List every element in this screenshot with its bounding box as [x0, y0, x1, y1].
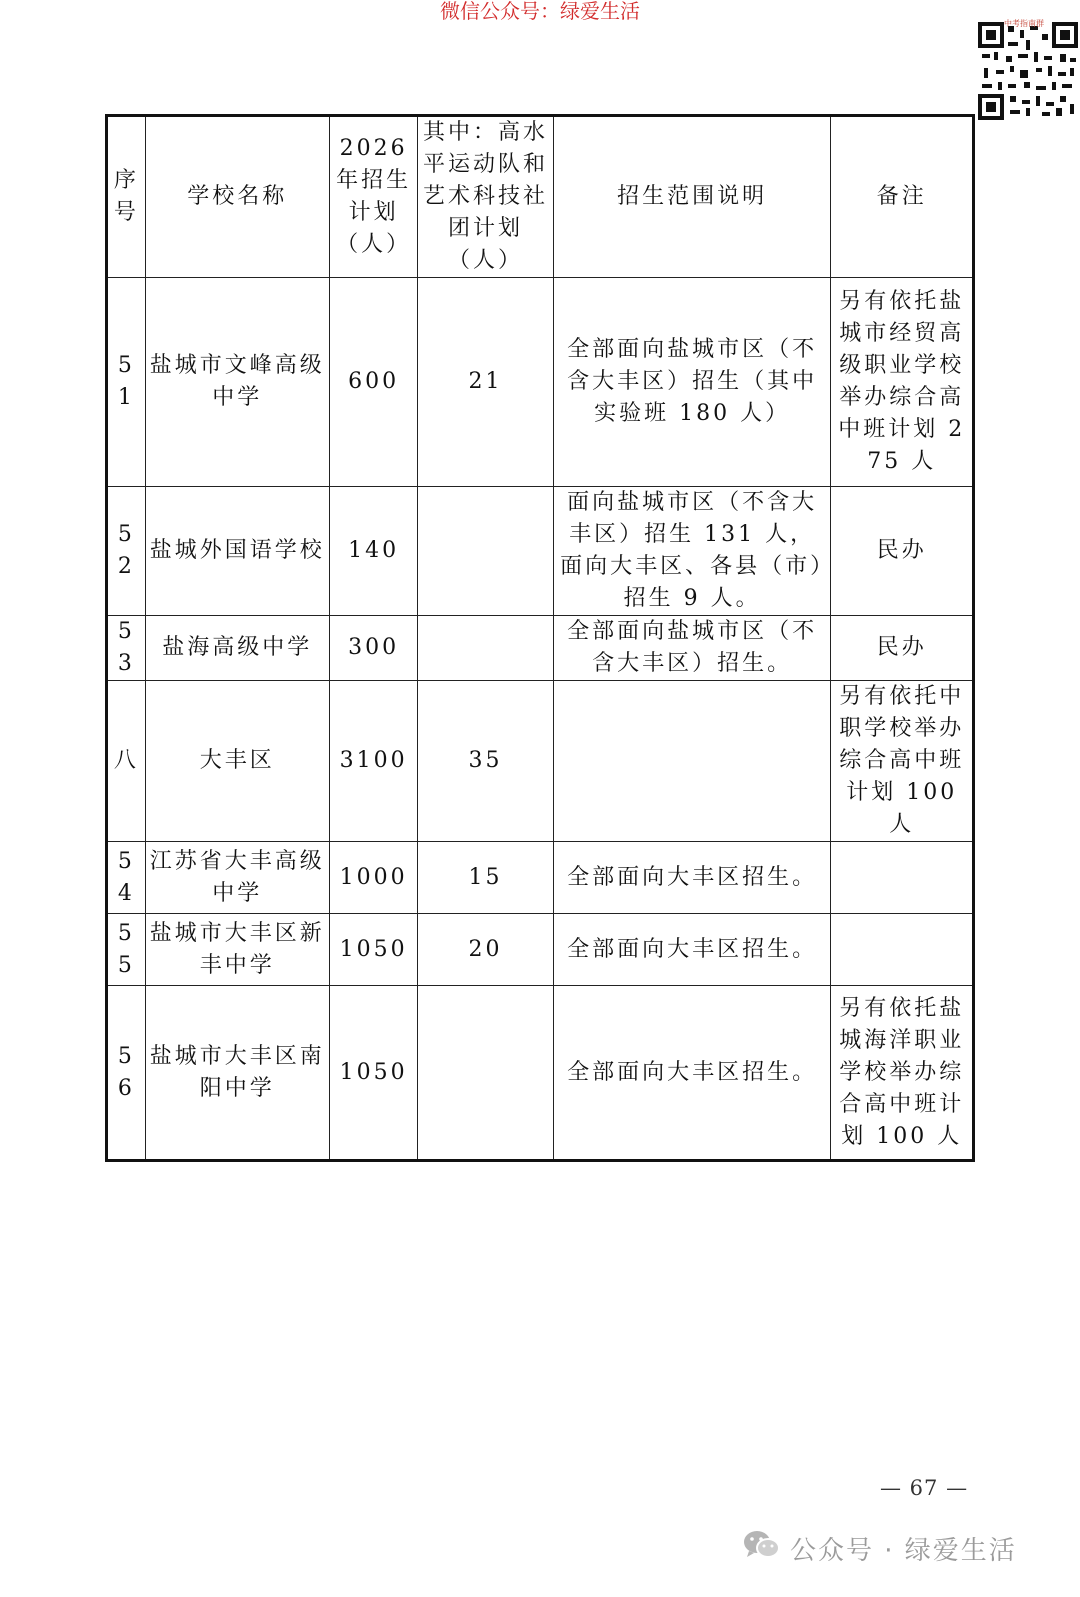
row-scope: 全部面向盐城市区（不含大丰区）招生。 [553, 616, 831, 681]
row-school-name: 盐城市大丰区南阳中学 [145, 986, 329, 1161]
row-school-name: 盐城市文峰高级中学 [145, 278, 329, 487]
row-special-plan [418, 986, 553, 1161]
wechat-icon [742, 1528, 790, 1569]
row-note: 民办 [831, 616, 974, 681]
header-special-plan: 其中：高水平运动队和艺术科技社团计划（人） [418, 116, 553, 278]
row-enrollment-plan: 3100 [329, 681, 418, 842]
row-school-name: 盐城外国语学校 [145, 487, 329, 616]
table-row [107, 616, 974, 681]
row-school-name: 盐海高级中学 [145, 616, 329, 681]
bottom-watermark [742, 1524, 1017, 1572]
row-scope: 全部面向大丰区招生。 [553, 986, 831, 1161]
row-note: 另有依托中职学校举办综合高中班计划 100 人 [831, 681, 974, 842]
row-enrollment-plan: 1000 [329, 842, 418, 914]
table-row [107, 842, 974, 914]
table-row [107, 986, 974, 1161]
qr-code-image [976, 16, 1080, 122]
row-special-plan [418, 487, 553, 616]
row-index: 51 [107, 278, 146, 487]
header-enrollment-plan: 2026 年招生计划（人） [329, 116, 418, 278]
district-subtotal-row [107, 681, 974, 842]
row-district-name: 大丰区 [145, 681, 329, 842]
row-school-name: 江苏省大丰高级中学 [145, 842, 329, 914]
header-scope: 招生范围说明 [553, 116, 831, 278]
row-special-plan: 15 [418, 842, 553, 914]
table-row [107, 487, 974, 616]
row-index: 55 [107, 914, 146, 986]
row-special-plan [418, 616, 553, 681]
header-index: 序号 [107, 116, 146, 278]
enrollment-table [105, 114, 975, 1162]
row-scope: 面向盐城市区（不含大丰区）招生 131 人，面向大丰区、各县（市）招生 9 人。 [553, 487, 831, 616]
row-index: 52 [107, 487, 146, 616]
row-enrollment-plan: 300 [329, 616, 418, 681]
row-enrollment-plan: 600 [329, 278, 418, 487]
row-index: 53 [107, 616, 146, 681]
row-enrollment-plan: 140 [329, 487, 418, 616]
page-number: — 67 — [880, 1476, 969, 1500]
row-scope: 全部面向大丰区招生。 [553, 914, 831, 986]
row-index: 54 [107, 842, 146, 914]
row-special-plan: 35 [418, 681, 553, 842]
row-scope: 全部面向大丰区招生。 [553, 842, 831, 914]
row-note: 另有依托盐城海洋职业学校举办综合高中班计划 100 人 [831, 986, 974, 1161]
top-watermark: 微信公众号：绿爱生活 [440, 0, 640, 23]
row-special-plan: 20 [418, 914, 553, 986]
row-scope: 全部面向盐城市区（不含大丰区）招生（其中实验班 180 人） [553, 278, 831, 487]
row-note [831, 842, 974, 914]
table-row [107, 914, 974, 986]
row-index: 56 [107, 986, 146, 1161]
bottom-watermark-text: 公众号 · 绿爱生活 [790, 1535, 1017, 1566]
row-school-name: 盐城市大丰区新丰中学 [145, 914, 329, 986]
table-header-row [107, 116, 974, 278]
row-enrollment-plan: 1050 [329, 914, 418, 986]
qr-label: 中考指南群 [1004, 19, 1044, 28]
row-special-plan: 21 [418, 278, 553, 487]
row-enrollment-plan: 1050 [329, 986, 418, 1161]
table-row [107, 278, 974, 487]
header-note: 备注 [831, 116, 974, 278]
row-index: 八 [107, 681, 146, 842]
row-note: 民办 [831, 487, 974, 616]
header-school-name: 学校名称 [145, 116, 329, 278]
row-note [831, 914, 974, 986]
row-note: 另有依托盐城市经贸高级职业学校举办综合高中班计划 275 人 [831, 278, 974, 487]
row-scope [553, 681, 831, 842]
